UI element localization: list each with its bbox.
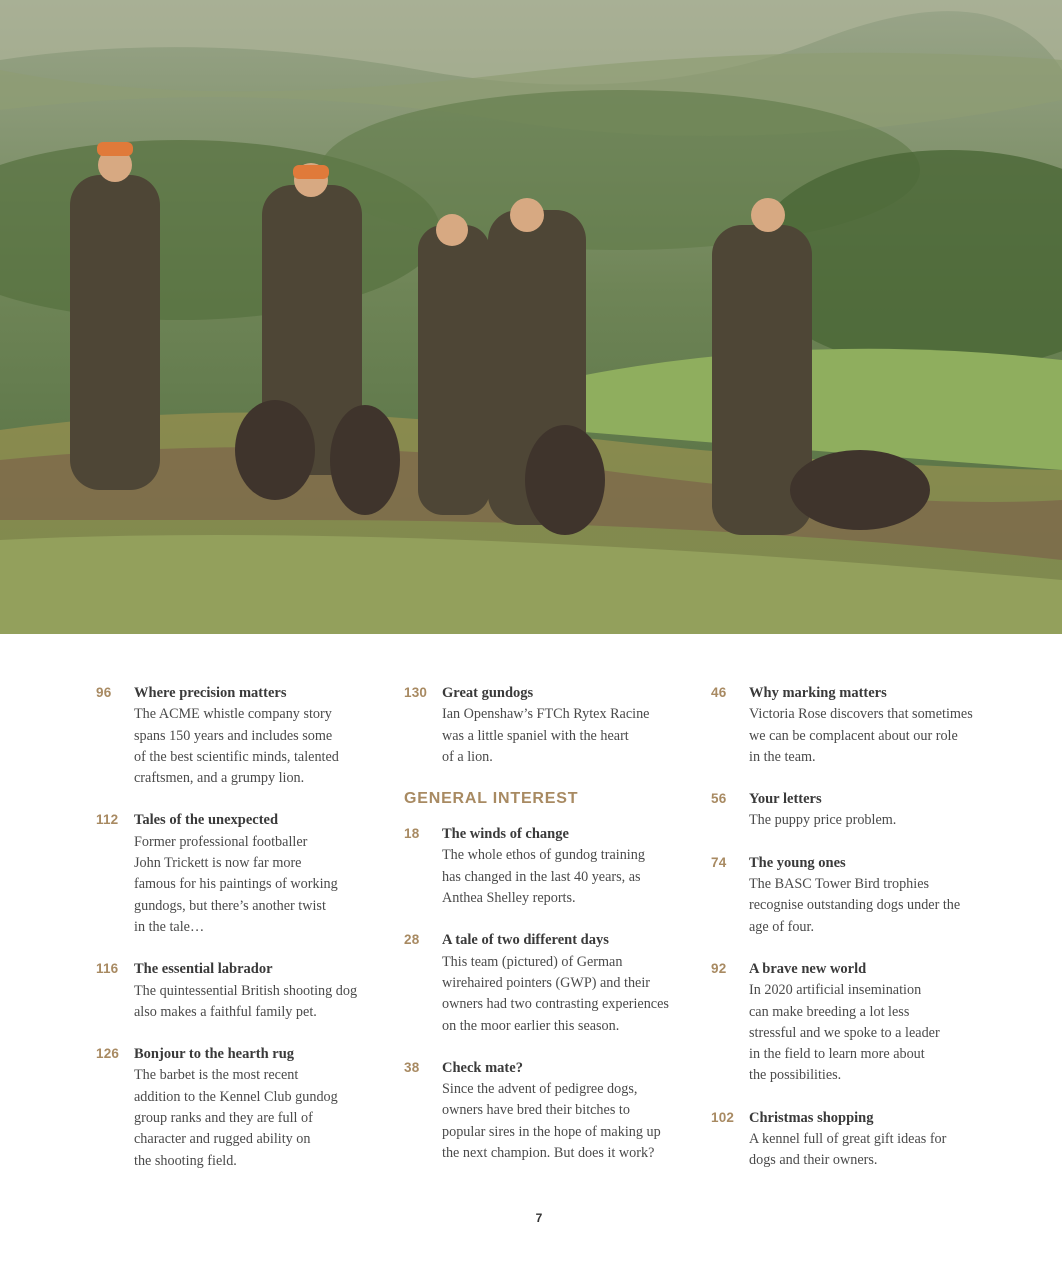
entry-description: Victoria Rose discovers that sometimes we can be complacent about our role in the team.	[749, 706, 973, 765]
entry-title: Why marking matters	[749, 685, 887, 701]
page-ref: 28	[404, 932, 420, 948]
entry-description: The BASC Tower Bird trophies recognise outstanding dogs under the age of four.	[749, 876, 961, 935]
contents-entry[interactable]	[404, 683, 684, 768]
entry-description: Ian Openshaw’s FTCh Rytex Racine was a little spaniel with the heart of a lion.	[442, 706, 650, 765]
page-ref: 18	[404, 826, 420, 842]
contents-entry[interactable]	[711, 959, 991, 1087]
page-ref: 74	[711, 854, 727, 870]
contents-entry[interactable]	[96, 1044, 376, 1172]
contents-entry[interactable]	[711, 1108, 991, 1172]
entry-title: Your letters	[749, 791, 822, 808]
page-ref: 102	[711, 1109, 735, 1125]
contents-column-3	[711, 683, 991, 1193]
entry-description: A kennel full of great gift ideas for dogs and their owners.	[749, 1131, 947, 1169]
entry-description: The whole ethos of gundog training has changed in the last 40 years, as Anthea Shelley reports.	[442, 847, 645, 907]
contents-entry[interactable]	[711, 683, 991, 768]
entry-description: This team (pictured) of German wirehaired pointers (GWP) and their owners had two contrasting experiences on the moor earlier this season.	[442, 953, 669, 1034]
entry-title: Great gundogs	[442, 685, 534, 701]
contents-entry[interactable]	[404, 930, 684, 1036]
entry-title: The young ones	[749, 854, 846, 871]
entry-description: The quintessential British shooting dog also makes a faithful family pet.	[134, 982, 358, 1020]
page-ref: 126	[96, 1046, 120, 1062]
contents-column-2	[404, 683, 684, 1185]
contents-column-1	[96, 683, 376, 1193]
page-ref: 92	[711, 960, 727, 976]
entry-title: The essential labrador	[134, 961, 273, 978]
page-ref: 46	[711, 685, 727, 700]
entry-description: The ACME whistle company story spans 150 years and includes some of the best scientific minds, talented craftsmen, and a grumpy lion.	[134, 706, 339, 787]
entry-description: Since the advent of pedigree dogs, owners have bred their bitches to popular sires in the hope of making up the next champion. But does it work?	[442, 1081, 661, 1162]
page-ref: 96	[96, 685, 112, 700]
entry-title: Bonjour to the hearth rug	[134, 1046, 295, 1063]
entry-title: A brave new world	[749, 960, 867, 977]
entry-description: The puppy price problem.	[749, 812, 897, 829]
contents-entry[interactable]	[404, 824, 684, 909]
entry-title: Check mate?	[442, 1059, 523, 1076]
entry-title: Where precision matters	[134, 685, 287, 701]
contents-entry[interactable]	[711, 789, 991, 832]
entry-description: In 2020 artificial insemination can make breeding a lot less stressful and we spoke to a leader in the field to learn more about the possibilities.	[749, 982, 940, 1084]
page-ref: 38	[404, 1059, 420, 1075]
section-heading: GENERAL INTEREST	[404, 790, 579, 808]
page-ref: 130	[404, 685, 428, 700]
entry-title: Christmas shopping	[749, 1109, 874, 1126]
entry-title: A tale of two different days	[442, 932, 609, 949]
page-number: 7	[535, 1211, 543, 1225]
entry-title: Tales of the unexpected	[134, 812, 279, 829]
entry-description: The barbet is the most recent addition to the Kennel Club gundog group ranks and they are full of character and rugged ability on the shooting field.	[134, 1067, 338, 1169]
page-ref: 56	[711, 791, 727, 807]
page-ref: 116	[96, 961, 119, 977]
contents-entry[interactable]	[711, 853, 991, 938]
contents-entry[interactable]	[96, 959, 376, 1023]
entry-title: The winds of change	[442, 826, 569, 843]
contents-entry[interactable]	[404, 1058, 684, 1164]
entry-description: Former professional footballer John Trickett is now far more famous for his paintings of working gundogs, but there’s another twist in the tale…	[134, 833, 338, 935]
contents-entry[interactable]	[96, 683, 376, 789]
contents-entry[interactable]	[96, 810, 376, 938]
page-ref: 112	[96, 812, 119, 828]
hero-photo	[0, 0, 1062, 634]
